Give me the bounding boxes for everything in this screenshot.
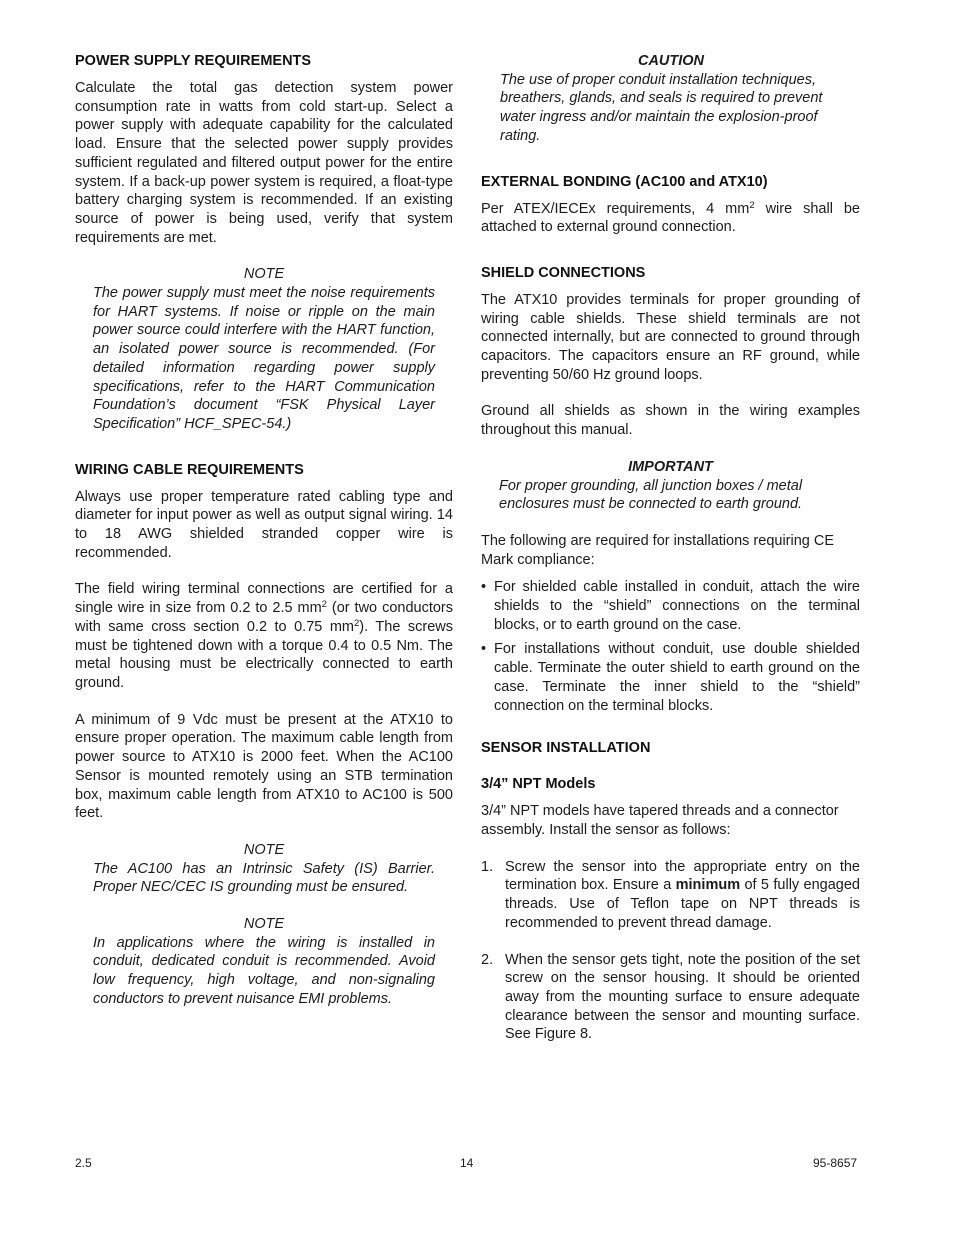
step-item: 2. When the sensor gets tight, note the position of the set screw on the sensor housing. It should be oriented away from the mounting surface to ensure adequate clearance between the sensor and mounting surface. See Figure 8. — [481, 951, 860, 1043]
bullet-glyph: • — [481, 579, 487, 596]
step-number: 2. — [481, 951, 494, 968]
wiring-paragraph-2: The field wiring terminal connections are certified for a single wire in size from 0.2 to 2.5 $mm^2$ (or two conductors with same cross section 0.2 to 0.75 $mm^2$). The screws must be tightened down with a torque 0.4 to 0.5 Nm. The metal housing must be electrically connected to earth ground. — [75, 581, 454, 691]
right-column — [481, 52, 860, 1044]
footer-document-number: 95-8657 — [813, 1156, 858, 1170]
npt-intro-paragraph: 3/4” NPT models have tapered threads and a connector assembly. Install the sensor as follows: — [481, 803, 839, 838]
caution-body: The use of proper conduit installation techniques, breathers, glands, and seals is required to prevent water ingress and/or maintain the explosion-proof rating. — [500, 71, 823, 144]
shield-paragraph-1: The ATX10 provides terminals for proper grounding of wiring cable shields. These shield terminals are not connected internally, but are connected to ground through capacitors. The capacitors ensure an RF ground, while preventing 50/60 Hz ground loops. — [481, 291, 860, 383]
emphasis: minimum — [675, 877, 741, 894]
wiring-paragraph-1: Always use proper temperature rated cabling type and diameter for input power as well as output signal wiring. 14 to 18 AWG shielded stranded copper wire is recommended. — [75, 488, 453, 561]
note-title: NOTE — [243, 916, 285, 933]
npt-models-subheading: 3/4” NPT Models — [481, 776, 596, 793]
note-body: The AC100 has an Intrinsic Safety (IS) Barrier. Proper NEC/CEC IS grounding must be ensured. — [93, 860, 435, 896]
ce-mark-intro: The following are required for installations requiring CE Mark compliance: — [481, 532, 835, 568]
installation-steps — [481, 858, 860, 1044]
shield-connections-heading: SHIELD CONNECTIONS — [481, 264, 646, 281]
left-column — [75, 52, 453, 1009]
wiring-paragraph-3: A minimum of 9 Vdc must be present at the ATX10 to ensure proper operation. The maximum cable length from power source to ATX10 is 2000 feet. When the AC100 Sensor is mounted remotely using an STB termination box, maximum cable length from ATX10 to AC100 is 500 feet. — [75, 711, 453, 822]
power-supply-heading: POWER SUPPLY REQUIREMENTS — [75, 53, 312, 69]
is-barrier-note — [93, 841, 435, 897]
list-item: • For shielded cable installed in conduit, attach the wire shields to the “shield” connections on the terminal blocks, or to earth ground on the case. — [481, 579, 860, 633]
footer-revision: 2.5 — [75, 1156, 92, 1170]
power-supply-note — [93, 265, 435, 433]
bullet-glyph: • — [481, 641, 487, 658]
ce-mark-list — [481, 578, 860, 715]
shield-paragraph-2: Ground all shields as shown in the wiring examples throughout this manual. — [481, 403, 860, 439]
caution-title: CAUTION — [637, 53, 705, 69]
superscript: 2 — [321, 599, 327, 611]
important-title: IMPORTANT — [628, 458, 713, 475]
note-title: NOTE — [243, 841, 285, 858]
important-notice — [499, 458, 842, 514]
step-item: 1. Screw the sensor into the appropriate entry on the termination box. Ensure a minimum of 5 fully engaged threads. Use of Teflon tape on NPT threads is recommended to prevent thread damage. — [481, 858, 860, 931]
power-supply-paragraph: Calculate the total gas detection system power consumption rate in watts from cold start-up. Select a power supply with adequate capability for the calculated load. Ensure that the selected power supply provides sufficient regulated and filtered output power for the entire system. If a back-up power system is required, a float-type battery charging system is recommended. If an existing source of power is being used, verify that system requirements are met. — [75, 80, 453, 246]
superscript: 2 — [749, 199, 755, 211]
superscript: 2 — [354, 617, 360, 629]
external-bonding-heading: EXTERNAL BONDING (AC100 and ATX10) — [481, 173, 768, 190]
conduit-note — [93, 915, 435, 1009]
external-bonding-paragraph: Per ATEX/IECEx requirements, 4 $mm^2$ wire shall be attached to external ground connection. — [481, 199, 860, 236]
footer-page-number: 14 — [460, 1156, 474, 1170]
note-body: In applications where the wiring is installed in conduit, dedicated conduit is recommended. Avoid low frequency, high voltage, and non-signaling conductors to prevent nuisance EMI problems. — [93, 934, 435, 1007]
caution-notice — [500, 52, 842, 146]
note-body: The power supply must meet the noise requirements for HART systems. If noise or ripple on the main power source could interfere with the HART function, an isolated power source is recommended. (For detailed information regarding power supply specifications, refer to the HART Communication Foundation’s document “FSK Physical Layer Specification” HCF_SPEC-54.) — [93, 285, 435, 432]
list-item: • For installations without conduit, use double shielded cable. Terminate the outer shield to earth ground on the case. Terminate the inner shield to the “shield” connection on the terminal blocks. — [481, 641, 860, 714]
step-number: 1. — [481, 858, 494, 875]
note-title: NOTE — [243, 266, 285, 283]
wiring-cable-heading: WIRING CABLE REQUIREMENTS — [75, 461, 304, 478]
sensor-installation-heading: SENSOR INSTALLATION — [481, 740, 651, 757]
important-body: For proper grounding, all junction boxes / metal enclosures must be connected to earth ground. — [499, 477, 803, 513]
